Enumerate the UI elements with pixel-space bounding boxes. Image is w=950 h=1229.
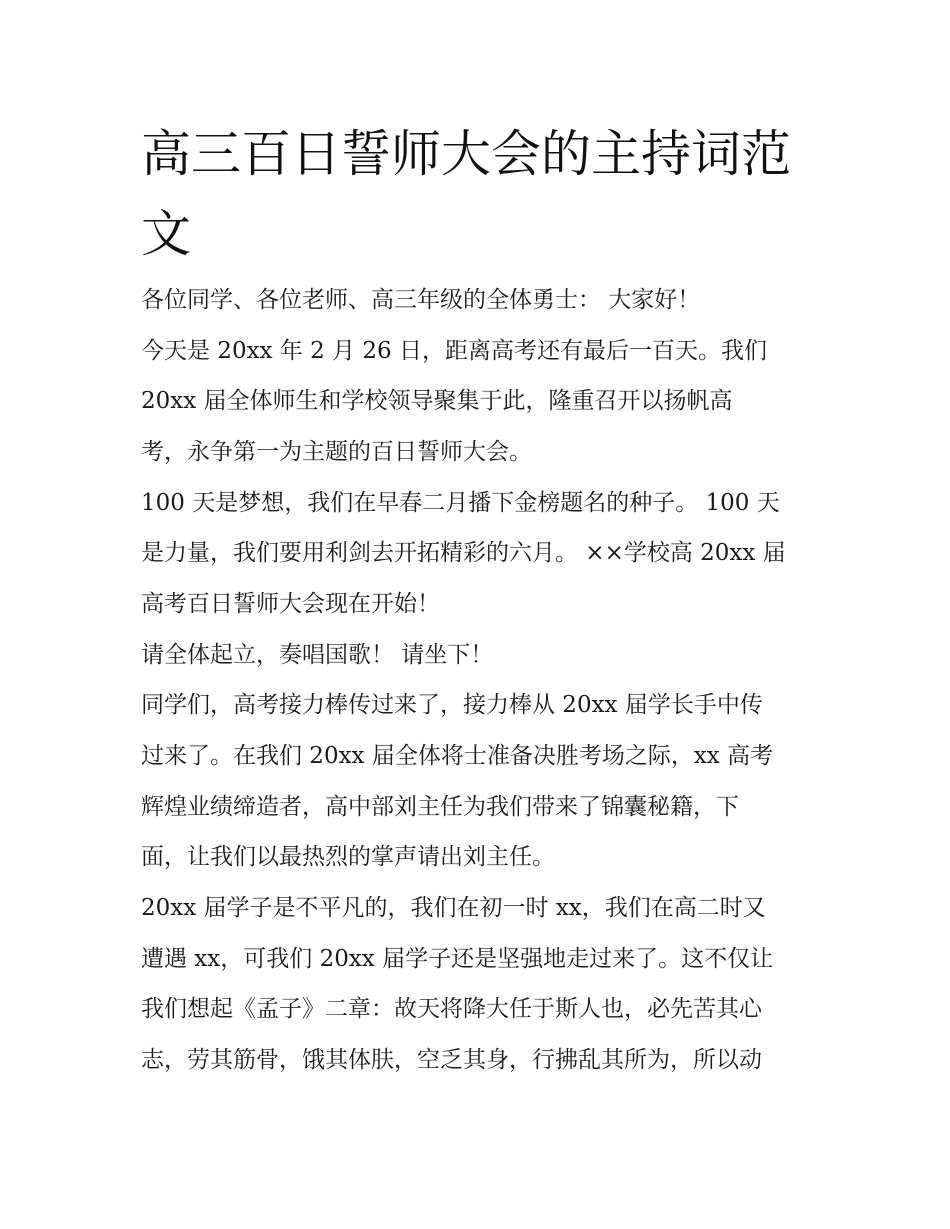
body-line: 20xx 届全体师生和学校领导聚集于此，隆重召开以扬帆高: [141, 388, 733, 414]
body-line: 20xx 届学子是不平凡的，我们在初一时 xx，我们在高二时又: [141, 895, 766, 921]
body-line: 过来了。在我们 20xx 届全体将士准备决胜考场之际，xx 高考: [141, 743, 774, 769]
body-line: 同学们，高考接力棒传过来了，接力棒从 20xx 届学长手中传: [141, 692, 763, 718]
body-line: 辉煌业绩缔造者，高中部刘主任为我们带来了锦囊秘籍，下: [141, 794, 739, 820]
body-line: 遭遇 xx，可我们 20xx 届学子还是坚强地走过来了。这不仅让: [141, 946, 774, 972]
body-line: 我们想起《孟子》二章：故天将降大任于斯人也，必先苦其心: [141, 996, 762, 1022]
body-line: 是力量，我们要用利剑去开拓精彩的六月。 ××学校高 20xx 届: [141, 540, 786, 566]
body-line: 请全体起立，奏唱国歌！ 请坐下！: [141, 642, 494, 668]
body-line: 各位同学、各位老师、高三年级的全体勇士： 大家好！: [141, 287, 701, 313]
body-line: 高考百日誓师大会现在开始！: [141, 591, 440, 617]
body-line: 志，劳其筋骨，饿其体肤，空乏其身，行拂乱其所为，所以动: [141, 1047, 762, 1073]
body-line: 面，让我们以最热烈的掌声请出刘主任。: [141, 844, 555, 870]
body-line: 100 天是梦想，我们在早春二月播下金榜题名的种子。 100 天: [141, 490, 780, 516]
document-title: 高三百日誓师大会的主持词范文: [141, 125, 791, 263]
body-line: 今天是 20xx 年 2 月 26 日，距离高考还有最后一百天。我们: [141, 338, 767, 364]
body-line: 考，永争第一为主题的百日誓师大会。: [141, 439, 532, 465]
